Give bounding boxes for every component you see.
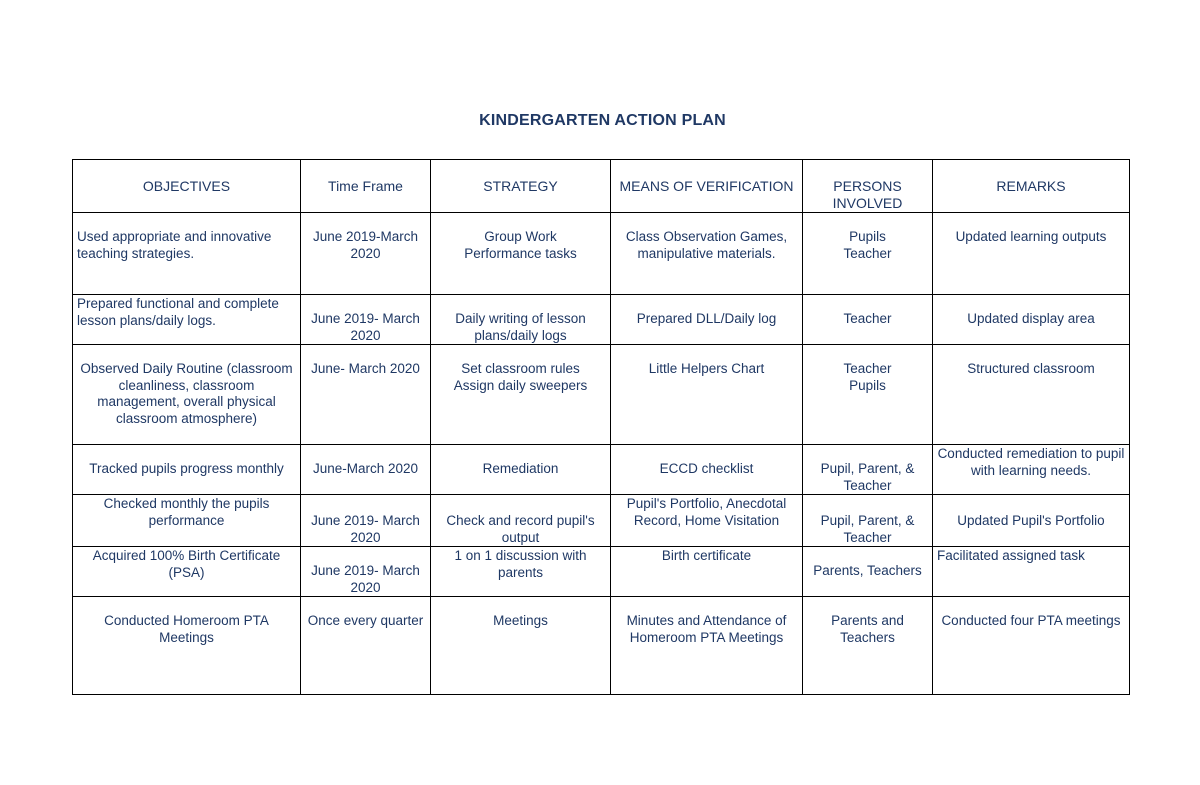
cell-verification: Minutes and Attendance of Homeroom PTA Meetings bbox=[611, 597, 803, 695]
header-time-frame: Time Frame bbox=[301, 160, 431, 213]
table-row bbox=[73, 495, 1130, 547]
cell-remarks: Structured classroom bbox=[933, 345, 1130, 445]
cell-persons: Parents and Teachers bbox=[803, 597, 933, 695]
person-line: Pupils bbox=[849, 377, 886, 393]
cell-strategy: Daily writing of lesson plans/daily logs bbox=[431, 295, 611, 345]
cell-strategy: Meetings bbox=[431, 597, 611, 695]
cell-verification: ECCD checklist bbox=[611, 445, 803, 495]
cell-strategy: Remediation bbox=[431, 445, 611, 495]
table-header-row bbox=[73, 160, 1130, 213]
cell-persons: Parents, Teachers bbox=[803, 547, 933, 597]
cell-verification: Pupil's Portfolio, Anecdotal Record, Home Visitation bbox=[611, 495, 803, 547]
header-persons-involved: PERSONS INVOLVED bbox=[803, 160, 933, 213]
cell-time-frame: June 2019-March 2020 bbox=[301, 213, 431, 295]
cell-strategy: Check and record pupil's output bbox=[431, 495, 611, 547]
person-line: Teacher bbox=[843, 361, 892, 376]
header-strategy: STRATEGY bbox=[431, 160, 611, 213]
cell-verification: Class Observation Games, manipulative materials. bbox=[611, 213, 803, 295]
cell-remarks: Updated display area bbox=[933, 295, 1130, 345]
table-row bbox=[73, 547, 1130, 597]
cell-verification: Little Helpers Chart bbox=[611, 345, 803, 445]
cell-objective: Checked monthly the pupils performance bbox=[73, 495, 301, 547]
cell-objective: Conducted Homeroom PTA Meetings bbox=[73, 597, 301, 695]
person-line: Teacher bbox=[843, 245, 892, 261]
cell-verification: Birth certificate bbox=[611, 547, 803, 597]
page-title: KINDERGARTEN ACTION PLAN bbox=[479, 112, 726, 129]
cell-persons bbox=[803, 345, 933, 445]
cell-time-frame: June-March 2020 bbox=[301, 445, 431, 495]
cell-time-frame: June- March 2020 bbox=[301, 345, 431, 445]
table-row bbox=[73, 345, 1130, 445]
cell-time-frame: June 2019- March 2020 bbox=[301, 547, 431, 597]
cell-objective: Tracked pupils progress monthly bbox=[73, 445, 301, 495]
table-row bbox=[73, 445, 1130, 495]
person-line: Pupils bbox=[849, 229, 886, 244]
cell-objective: Used appropriate and innovative teaching strategies. bbox=[73, 213, 301, 295]
cell-objective: Prepared functional and complete lesson plans/daily logs. bbox=[73, 295, 301, 345]
cell-remarks: Conducted remediation to pupil with learning needs. bbox=[933, 445, 1130, 495]
header-objectives: OBJECTIVES bbox=[73, 160, 301, 213]
strategy-line: Assign daily sweepers bbox=[453, 377, 588, 393]
table-row bbox=[73, 597, 1130, 695]
cell-strategy bbox=[431, 213, 611, 295]
cell-remarks: Updated learning outputs bbox=[933, 213, 1130, 295]
cell-remarks: Conducted four PTA meetings bbox=[933, 597, 1130, 695]
cell-remarks: Facilitated assigned task bbox=[933, 547, 1130, 597]
cell-persons: Pupil, Parent, & Teacher bbox=[803, 495, 933, 547]
cell-strategy bbox=[431, 345, 611, 445]
cell-persons bbox=[803, 213, 933, 295]
cell-strategy: 1 on 1 discussion with parents bbox=[431, 547, 611, 597]
cell-persons: Teacher bbox=[803, 295, 933, 345]
cell-time-frame: June 2019- March 2020 bbox=[301, 495, 431, 547]
cell-remarks: Updated Pupil's Portfolio bbox=[933, 495, 1130, 547]
cell-time-frame: June 2019- March 2020 bbox=[301, 295, 431, 345]
header-remarks: REMARKS bbox=[933, 160, 1130, 213]
strategy-line: Group Work bbox=[484, 229, 557, 244]
cell-verification: Prepared DLL/Daily log bbox=[611, 295, 803, 345]
table-row bbox=[73, 295, 1130, 345]
cell-time-frame: Once every quarter bbox=[301, 597, 431, 695]
table-row bbox=[73, 213, 1130, 295]
action-plan-table bbox=[72, 159, 1130, 695]
cell-persons: Pupil, Parent, & Teacher bbox=[803, 445, 933, 495]
strategy-line: Performance tasks bbox=[464, 245, 577, 261]
cell-objective: Acquired 100% Birth Certificate (PSA) bbox=[73, 547, 301, 597]
header-means-of-verification: MEANS OF VERIFICATION bbox=[611, 160, 803, 213]
cell-objective: Observed Daily Routine (classroom cleanliness, classroom management, overall physical classroom atmosphere) bbox=[73, 345, 301, 445]
strategy-line: Set classroom rules bbox=[461, 361, 580, 376]
